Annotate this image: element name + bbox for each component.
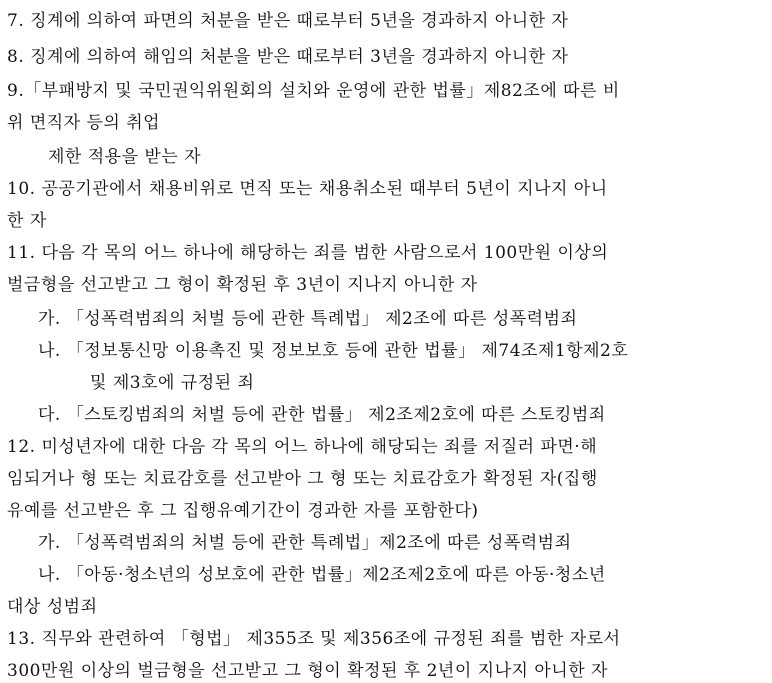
- item-12-continuation: 유예를 선고받은 후 그 집행유예기간이 경과한 자를 포함한다): [7, 501, 479, 521]
- item-13-continuation: 300만원 이상의 벌금형을 선고받고 그 형이 확정된 후 2년이 지나지 아니한 자: [7, 661, 608, 681]
- item-11-subitem-na-continuation: 및 제3호에 규정된 죄: [90, 373, 255, 393]
- item-11-subitem-ga: 가. 「성폭력범죄의 처벌 등에 관한 특례법」 제2조에 따른 성폭력범죄: [38, 309, 578, 329]
- item-9-line: 9.「부패방지 및 국민권익위원회의 설치와 운영에 관한 법률」제82조에 따른 비: [7, 81, 620, 101]
- item-12-subitem-na-continuation: 대상 성범죄: [7, 597, 98, 617]
- item-8-line: 8. 징계에 의하여 해임의 처분을 받은 때로부터 3년을 경과하지 아니한 자: [7, 47, 569, 67]
- item-12-continuation: 임되거나 형 또는 치료감호를 선고받아 그 형 또는 치료감호가 확정된 자(집행: [7, 469, 598, 489]
- item-7-line: 7. 징계에 의하여 파면의 처분을 받은 때로부터 5년을 경과하지 아니한 자: [7, 11, 569, 31]
- item-10-line: 10. 공공기관에서 채용비위로 면직 또는 채용취소된 때부터 5년이 지나지 아니: [7, 179, 608, 199]
- item-12-subitem-na: 나. 「아동·청소년의 성보호에 관한 법률」제2조제2호에 따른 아동·청소년: [38, 565, 606, 585]
- item-10-continuation: 한 자: [7, 211, 47, 231]
- item-11-continuation: 벌금형을 선고받고 그 형이 확정된 후 3년이 지나지 아니한 자: [7, 275, 478, 295]
- item-9-continuation: 제한 적용을 받는 자: [48, 147, 202, 167]
- item-9-continuation: 위 면직자 등의 취업: [7, 113, 161, 133]
- item-12-line: 12. 미성년자에 대한 다음 각 목의 어느 하나에 해당되는 죄를 저질러 파면·해: [7, 437, 598, 457]
- item-12-subitem-ga: 가. 「성폭력범죄의 처벌 등에 관한 특례법」제2조에 따른 성폭력범죄: [38, 533, 572, 553]
- item-13-line: 13. 직무와 관련하여 「형법」 제355조 및 제356조에 규정된 죄를 범한 자로서: [7, 629, 621, 649]
- item-11-subitem-na: 나. 「정보통신망 이용촉진 및 정보보호 등에 관한 법률」 제74조제1항제2호: [38, 341, 629, 361]
- item-11-subitem-da: 다. 「스토킹범죄의 처벌 등에 관한 법률」 제2조제2호에 따른 스토킹범죄: [38, 405, 606, 425]
- item-11-line: 11. 다음 각 목의 어느 하나에 해당하는 죄를 범한 사람으로서 100만원 이상의: [7, 243, 609, 263]
